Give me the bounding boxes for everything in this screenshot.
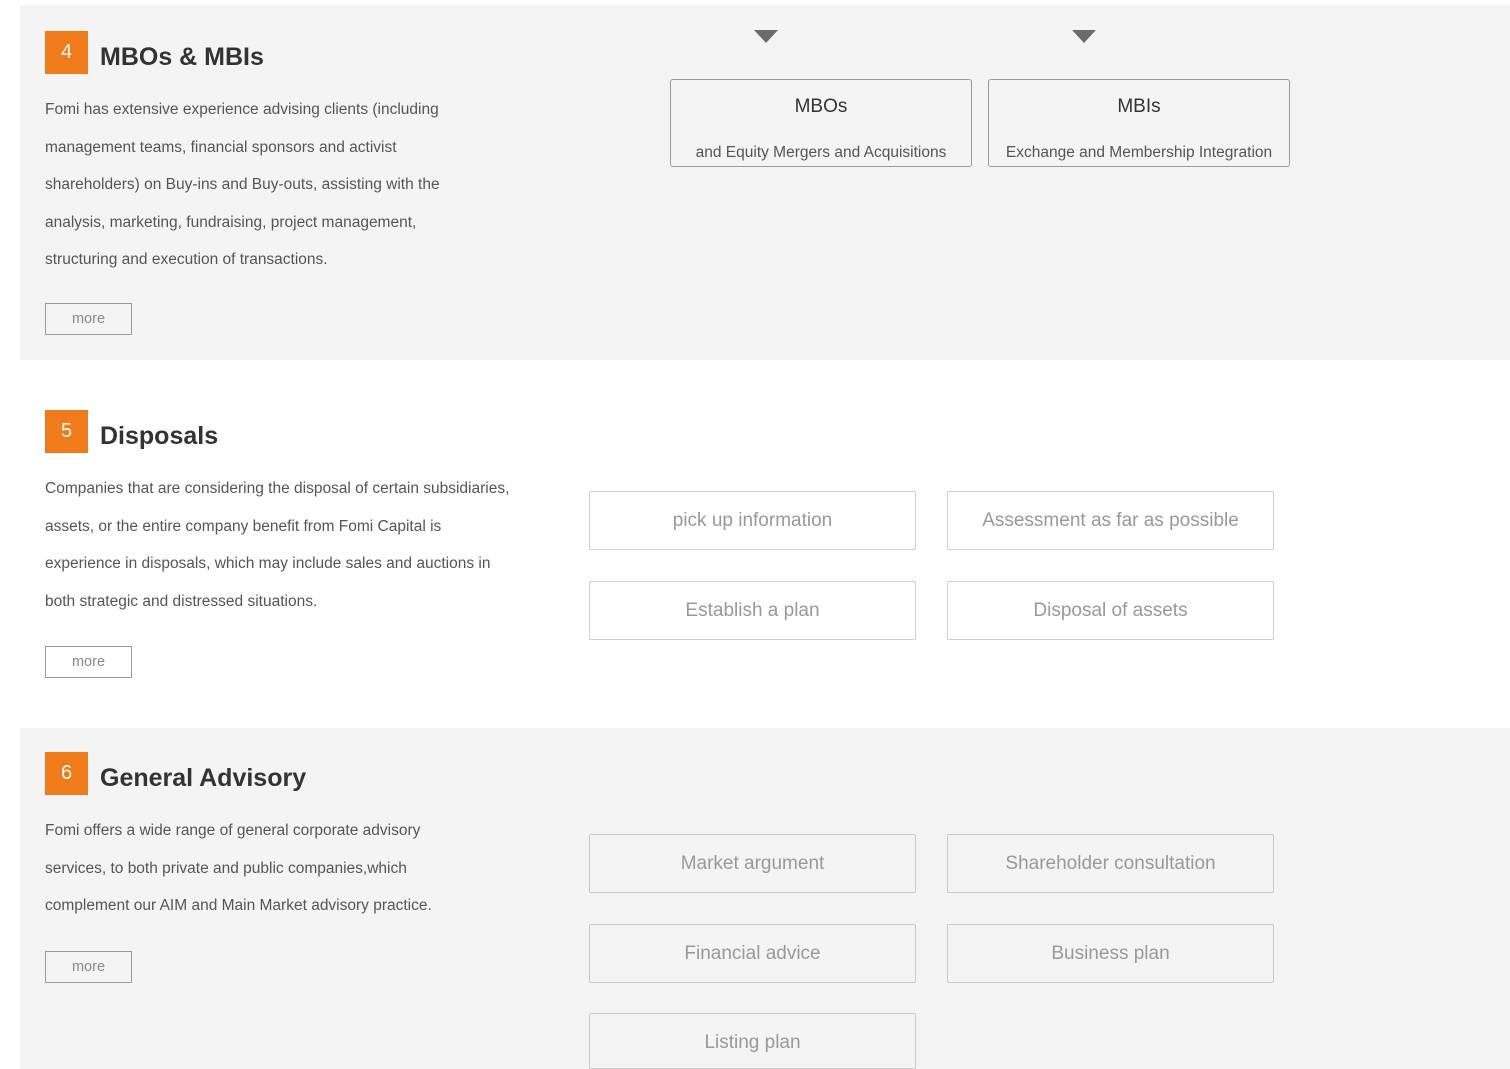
section-title: General Advisory (100, 764, 307, 792)
section-title: MBOs & MBIs (100, 43, 264, 71)
box-subtitle: Exchange and Membership Integration (1005, 144, 1273, 161)
section-disposals (20, 360, 1510, 728)
option-tile[interactable]: Listing plan (589, 1013, 916, 1069)
option-tile[interactable]: Assessment as far as possible (947, 491, 1274, 550)
section-number-badge: 5 (45, 410, 88, 453)
more-button[interactable]: more (45, 303, 132, 335)
more-button[interactable]: more (45, 951, 132, 983)
caret-down-icon (754, 30, 778, 43)
section-description: Fomi has extensive experience advising clients (including management teams, financial sponsors and activist shareholders) on Buy-ins and Buy-outs, assisting with the analysis, marketing, fundraising, project management, structuring and execution of transactions. (45, 101, 440, 268)
option-tile[interactable]: pick up information (589, 491, 916, 550)
section-description: Companies that are considering the disposal of certain subsidiaries, assets, or the entire company benefit from Fomi Capital is experience in disposals, which may include sales and auctions in both strategic and distressed situations. (45, 480, 510, 610)
box-title: MBOs (794, 96, 848, 117)
option-tile[interactable]: Market argument (589, 834, 916, 893)
option-tile[interactable]: Shareholder consultation (947, 834, 1274, 893)
option-tile[interactable]: Financial advice (589, 924, 916, 983)
mbos-box[interactable] (670, 79, 972, 167)
option-tile[interactable]: Disposal of assets (947, 581, 1274, 640)
more-button[interactable]: more (45, 646, 132, 678)
section-description: Fomi offers a wide range of general corporate advisory services, to both private and public companies,which complement our AIM and Main Market advisory practice. (45, 822, 432, 914)
option-tile[interactable]: Business plan (947, 924, 1274, 983)
box-title: MBIs (1117, 96, 1161, 117)
section-number-badge: 4 (45, 31, 88, 74)
caret-down-icon (1072, 30, 1096, 43)
section-number-badge: 6 (45, 752, 88, 795)
mbis-box[interactable] (988, 79, 1290, 167)
box-subtitle: and Equity Mergers and Acquisitions (695, 144, 947, 161)
section-title: Disposals (100, 422, 219, 450)
option-tile[interactable]: Establish a plan (589, 581, 916, 640)
section-mbos-mbis (20, 5, 1510, 360)
section-general-advisory (20, 728, 1510, 1069)
